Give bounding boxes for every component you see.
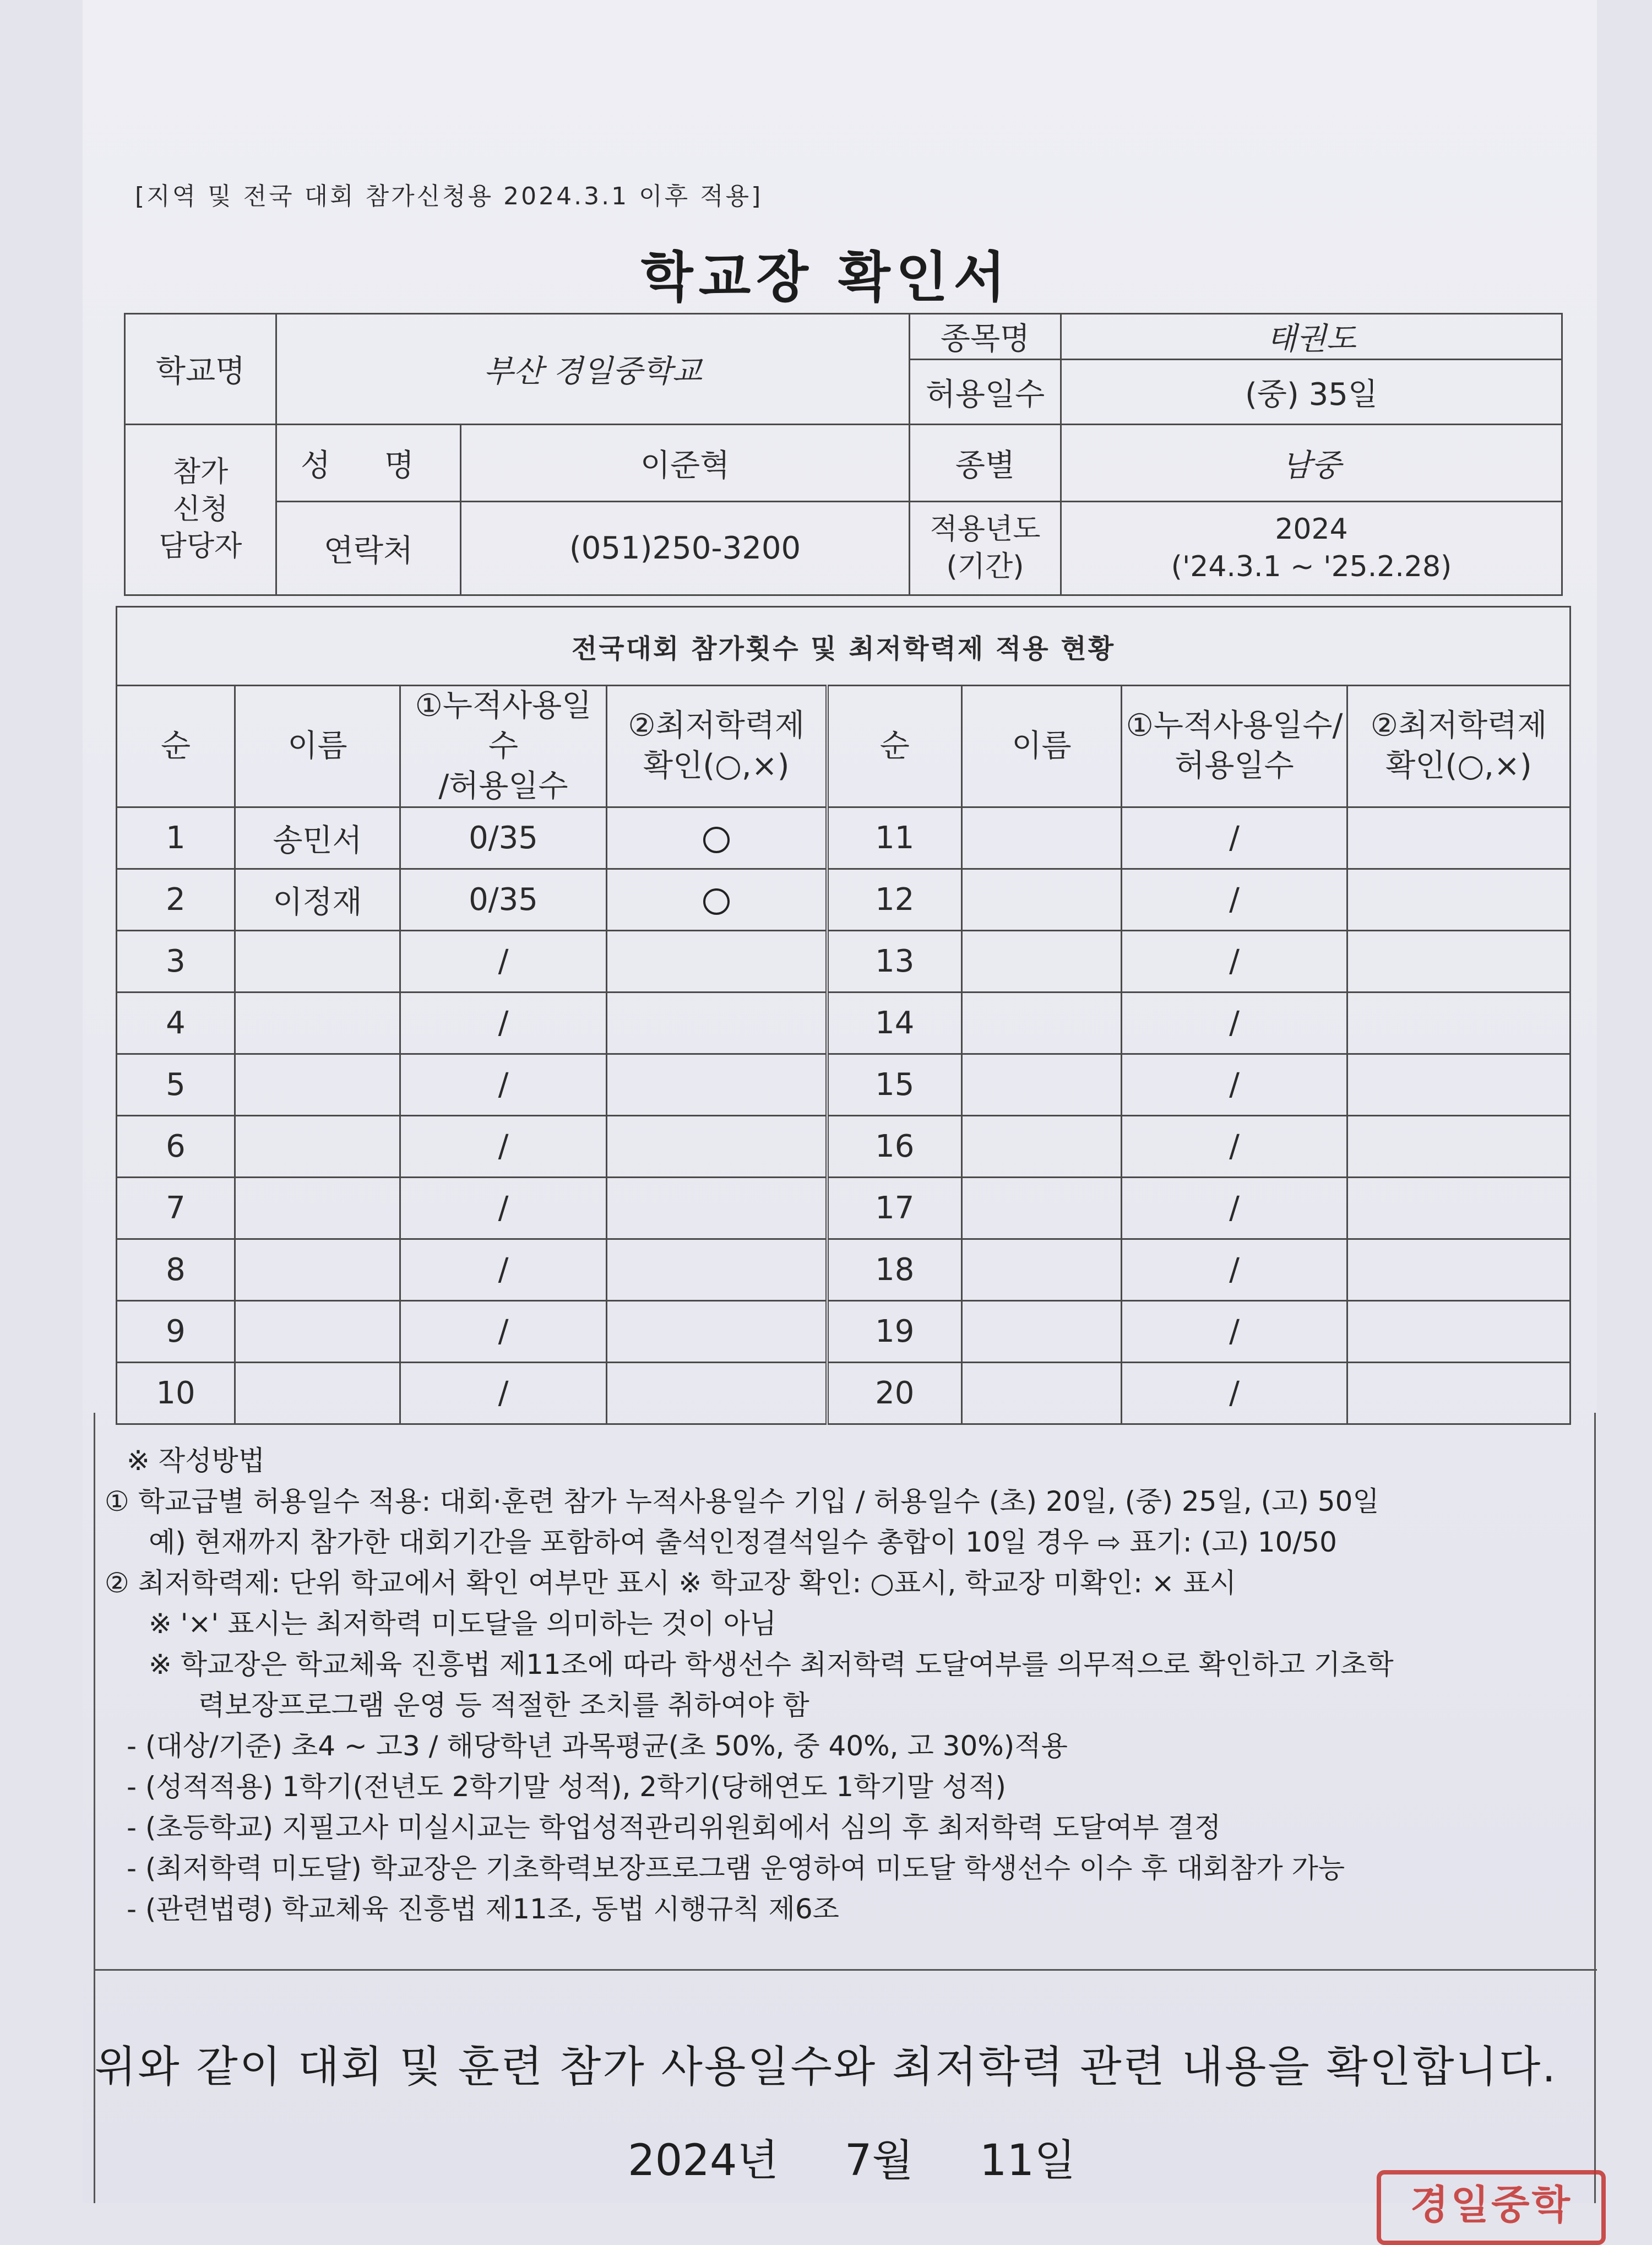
cell-left-no: 4 xyxy=(117,993,235,1054)
cell-right-check xyxy=(1347,1239,1571,1301)
status-section-title: 전국대회 참가횟수 및 최저학력제 적용 현황 xyxy=(117,607,1571,686)
notes-divider xyxy=(94,1969,1597,1971)
table-row xyxy=(117,869,1571,931)
cell-left-check xyxy=(607,1178,827,1239)
cell-right-check xyxy=(1347,1301,1571,1363)
cell-right-days: / xyxy=(1122,1363,1347,1424)
cell-right-check xyxy=(1347,807,1571,869)
col-check-left: ②최저학력제 확인(○,×) xyxy=(607,686,827,807)
cell-left-name xyxy=(235,993,400,1054)
cell-right-days: / xyxy=(1122,931,1347,993)
cell-left-name xyxy=(235,1178,400,1239)
table-row xyxy=(117,931,1571,993)
contact-label: 연락처 xyxy=(276,502,461,595)
date-day: 11일 xyxy=(979,2136,1076,2186)
cell-left-days: / xyxy=(400,993,607,1054)
cell-left-no: 3 xyxy=(117,931,235,993)
note-2: ② 최저학력제: 단위 학교에서 확인 여부만 표시 ※ 학교장 확인: ○표시, 학교장 미확인: × 표시 xyxy=(105,1567,1237,1599)
cell-right-name xyxy=(962,1363,1122,1424)
cell-right-name xyxy=(962,1116,1122,1178)
note-4: - (성적적용) 1학기(전년도 2학기말 성적), 2학기(당해연도 1학기말 성적) xyxy=(127,1771,1006,1803)
col-days-right: ①누적사용일수/ 허용일수 xyxy=(1122,686,1347,807)
table-row xyxy=(117,1054,1571,1116)
cell-left-name xyxy=(235,1239,400,1301)
school-label: 학교명 xyxy=(125,314,276,425)
cell-left-check xyxy=(607,1301,827,1363)
table-row xyxy=(117,1301,1571,1363)
cell-right-check xyxy=(1347,869,1571,931)
page-title: 학교장 확인서 xyxy=(640,246,1012,309)
note-2b: ※ 학교장은 학교체육 진흥법 제11조에 따라 학생선수 최저학력 도달여부를 의무적으로 확인하고 기초학 xyxy=(149,1648,1394,1680)
note-5: - (초등학교) 지필고사 미실시교는 학업성적관리위원회에서 심의 후 최저학력 도달여부 결정 xyxy=(127,1812,1221,1843)
allowed-value: (중) 35일 xyxy=(1061,360,1562,425)
cell-left-check xyxy=(607,869,827,931)
cell-right-check xyxy=(1347,1363,1571,1424)
cell-right-name xyxy=(962,1301,1122,1363)
info-table xyxy=(124,313,1563,596)
cell-right-days: / xyxy=(1122,1116,1347,1178)
cell-left-check xyxy=(607,1116,827,1178)
cell-left-check xyxy=(607,993,827,1054)
col-no-left: 순 xyxy=(117,686,235,807)
cell-right-name xyxy=(962,1054,1122,1116)
cell-right-check xyxy=(1347,931,1571,993)
cell-left-check xyxy=(607,807,827,869)
year-label: 적용년도 (기간) xyxy=(910,502,1061,595)
cell-left-no: 10 xyxy=(117,1363,235,1424)
cell-left-no: 2 xyxy=(117,869,235,931)
cell-right-check xyxy=(1347,1178,1571,1239)
cell-left-days: / xyxy=(400,1116,607,1178)
cell-right-name xyxy=(962,1239,1122,1301)
col-name-left: 이름 xyxy=(235,686,400,807)
cell-left-name xyxy=(235,1301,400,1363)
cell-right-days: / xyxy=(1122,1301,1347,1363)
cell-left-days: / xyxy=(400,1178,607,1239)
cell-left-days: / xyxy=(400,1363,607,1424)
note-2a: ※ '×' 표시는 최저학력 미도달을 의미하는 것이 아님 xyxy=(149,1608,777,1640)
date-month: 7월 xyxy=(844,2136,914,2186)
cell-right-no: 14 xyxy=(827,993,962,1054)
cell-left-days: / xyxy=(400,1054,607,1116)
cell-left-days: / xyxy=(400,1301,607,1363)
cell-right-no: 20 xyxy=(827,1363,962,1424)
cell-left-name xyxy=(235,931,400,993)
sport-label: 종목명 xyxy=(910,314,1061,360)
cell-right-no: 18 xyxy=(827,1239,962,1301)
cell-left-name xyxy=(235,1363,400,1424)
school-value: 부산 경일중학교 xyxy=(276,314,910,425)
cell-right-name xyxy=(962,869,1122,931)
name-value: 이준혁 xyxy=(461,425,910,502)
cell-left-name xyxy=(235,1116,400,1178)
circle-mark-icon xyxy=(703,888,730,915)
cell-right-name xyxy=(962,993,1122,1054)
col-name-right: 이름 xyxy=(962,686,1122,807)
cell-right-no: 11 xyxy=(827,807,962,869)
cell-right-check xyxy=(1347,1116,1571,1178)
cell-left-no: 8 xyxy=(117,1239,235,1301)
status-table xyxy=(116,606,1571,1425)
notes-heading: ※ 작성방법 xyxy=(127,1445,265,1477)
cell-right-days: / xyxy=(1122,869,1347,931)
table-row xyxy=(117,807,1571,869)
cell-right-no: 12 xyxy=(827,869,962,931)
circle-mark-icon xyxy=(703,827,730,853)
school-seal-stamp: 경일중학 xyxy=(1377,2170,1606,2245)
cell-left-no: 9 xyxy=(117,1301,235,1363)
cell-right-no: 17 xyxy=(827,1178,962,1239)
allowed-label: 허용일수 xyxy=(910,360,1061,425)
name-label: 성 명 xyxy=(276,425,461,502)
cell-left-name: 이정재 xyxy=(235,869,400,931)
note-2c: 력보장프로그램 운영 등 적절한 조치를 취하여야 함 xyxy=(198,1689,809,1721)
note-3: - (대상/기준) 초4 ~ 고3 / 해당학년 과목평균(초 50%, 중 40%, 고 30%)적용 xyxy=(127,1730,1068,1762)
cell-right-check xyxy=(1347,1054,1571,1116)
cell-right-no: 16 xyxy=(827,1116,962,1178)
sport-value: 태권도 xyxy=(1061,314,1562,360)
cell-left-days: / xyxy=(400,1239,607,1301)
note-6: - (최저학력 미도달) 학교장은 기초학력보장프로그램 운영하여 미도달 학생선수 이수 후 대회참가 가능 xyxy=(127,1852,1345,1884)
cell-left-no: 5 xyxy=(117,1054,235,1116)
cell-right-days: / xyxy=(1122,1054,1347,1116)
confirmation-statement: 위와 같이 대회 및 훈련 참가 사용일수와 최저학력 관련 내용을 확인합니다. xyxy=(94,2042,1558,2092)
col-check-right: ②최저학력제 확인(○,×) xyxy=(1347,686,1571,807)
cell-left-no: 6 xyxy=(117,1116,235,1178)
cell-left-name xyxy=(235,1054,400,1116)
notes-section xyxy=(105,1440,1591,1929)
cell-right-no: 13 xyxy=(827,931,962,993)
cell-right-check xyxy=(1347,993,1571,1054)
cell-left-check xyxy=(607,1363,827,1424)
cell-right-days: / xyxy=(1122,807,1347,869)
note-1b: 예) 현재까지 참가한 대회기간을 포함하여 출석인정결석일수 총합이 10일 경우 ⇨ 표기: (고) 10/50 xyxy=(149,1526,1337,1558)
cell-left-no: 1 xyxy=(117,807,235,869)
note-7: - (관련법령) 학교체육 진흥법 제11조, 동법 시행규칙 제6조 xyxy=(127,1893,839,1925)
cell-left-days: 0/35 xyxy=(400,807,607,869)
cell-left-name: 송민서 xyxy=(235,807,400,869)
table-row xyxy=(117,1116,1571,1178)
cell-right-name xyxy=(962,807,1122,869)
cell-left-check xyxy=(607,1054,827,1116)
cell-left-no: 7 xyxy=(117,1178,235,1239)
year-value: 2024 ('24.3.1 ~ '25.2.28) xyxy=(1061,502,1562,595)
cell-right-no: 19 xyxy=(827,1301,962,1363)
table-row xyxy=(117,1363,1571,1424)
cell-right-days: / xyxy=(1122,1178,1347,1239)
table-row xyxy=(117,993,1571,1054)
date-year: 2024년 xyxy=(628,2136,779,2186)
note-1: ① 학교급별 허용일수 적용: 대회·훈련 참가 누적사용일수 기입 / 허용일수 (초) 20일, (중) 25일, (고) 50일 xyxy=(105,1485,1379,1517)
cell-left-days: 0/35 xyxy=(400,869,607,931)
col-no-right: 순 xyxy=(827,686,962,807)
cell-left-check xyxy=(607,1239,827,1301)
applicant-label: 참가 신청 담당자 xyxy=(125,425,276,595)
cell-right-days: / xyxy=(1122,1239,1347,1301)
header-tag: [지역 및 전국 대회 참가신청용 2024.3.1 이후 적용] xyxy=(135,182,763,210)
confirmation-date xyxy=(628,2126,1142,2188)
cell-right-name xyxy=(962,1178,1122,1239)
table-row xyxy=(117,1239,1571,1301)
cell-right-no: 15 xyxy=(827,1054,962,1116)
cell-left-check xyxy=(607,931,827,993)
category-label: 종별 xyxy=(910,425,1061,502)
cell-left-days: / xyxy=(400,931,607,993)
contact-value: (051)250-3200 xyxy=(461,502,910,595)
category-value: 남중 xyxy=(1061,425,1562,502)
cell-right-name xyxy=(962,931,1122,993)
cell-right-days: / xyxy=(1122,993,1347,1054)
col-days-left: ①누적사용일수 /허용일수 xyxy=(400,686,607,807)
table-row xyxy=(117,1178,1571,1239)
